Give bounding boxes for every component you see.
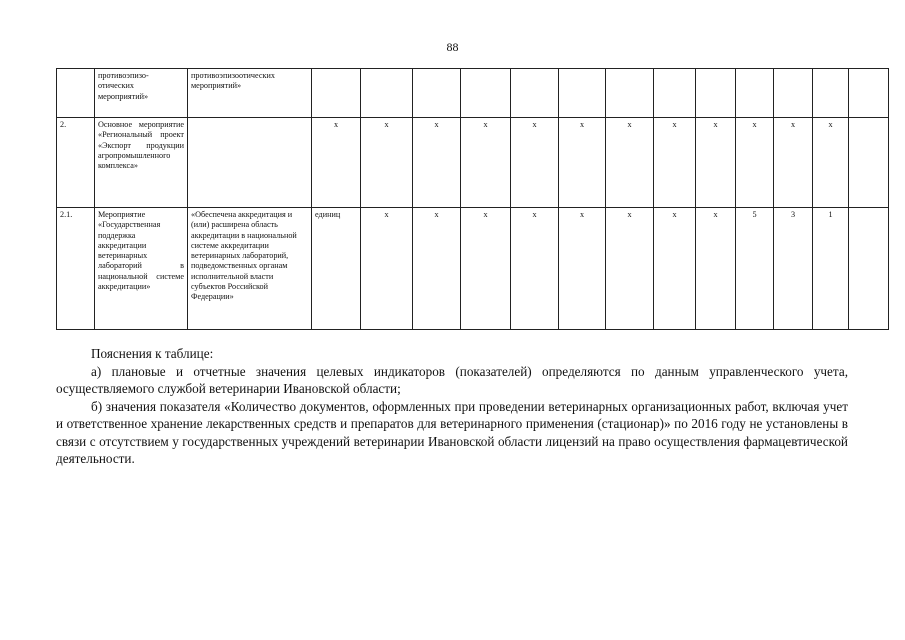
value-cell <box>559 69 606 118</box>
value-cell: 3 <box>774 208 813 330</box>
value-cell: x <box>696 118 736 208</box>
value-cell <box>361 69 413 118</box>
value-cell: x <box>413 208 461 330</box>
value-cell: x <box>813 118 849 208</box>
value-cell <box>511 69 559 118</box>
value-cell <box>736 69 774 118</box>
row-number-cell: 2.1. <box>57 208 95 330</box>
value-cell: x <box>736 118 774 208</box>
value-cell <box>413 69 461 118</box>
row-number-cell <box>57 69 95 118</box>
value-cell: x <box>511 118 559 208</box>
value-cell: x <box>361 118 413 208</box>
activity-name-cell: противоэпизо-отических мероприятий» <box>95 69 188 118</box>
value-cell: x <box>696 208 736 330</box>
value-cell <box>606 69 654 118</box>
result-cell: «Обеспечена аккредитация и (или) расширена область аккредитации в национальной системе аккредитации ветеринарных лабораторий, подведомственных органам исполнительной власти субъектов Российской Федерации» <box>188 208 312 330</box>
value-cell <box>849 208 889 330</box>
page-number: 88 <box>446 40 459 54</box>
activity-name-cell: Мероприятие «Государственная поддержка аккредитации ветеринарных лабораторий в национальной системе аккредитации» <box>95 208 188 330</box>
value-cell <box>461 69 511 118</box>
value-cell <box>654 69 696 118</box>
activity-name-cell: Основное мероприятие «Региональный проект «Экспорт продукции агропромышленного комплекса» <box>95 118 188 208</box>
value-cell <box>774 69 813 118</box>
value-cell <box>849 118 889 208</box>
result-cell: противоэпизоотических мероприятий» <box>188 69 312 118</box>
unit-cell: единиц <box>312 208 361 330</box>
value-cell: x <box>654 208 696 330</box>
indicators-table <box>56 68 889 330</box>
value-cell: x <box>511 208 559 330</box>
note-item-b: б) значения показателя «Количество документов, оформленных при проведении ветеринарных организационных работ, включая учет и ответственное хранение лекарственных средств и препаратов для ветеринарного применения (стационар)» по 2016 году не установлены в связи с отсутствием у государственных учреждений ветеринарии Ивановской области лицензий на право осуществления фармацевтической деятельности. <box>56 398 848 466</box>
unit-cell <box>312 69 361 118</box>
value-cell: 1 <box>813 208 849 330</box>
value-cell: 5 <box>736 208 774 330</box>
value-cell: x <box>461 208 511 330</box>
value-cell: x <box>461 118 511 208</box>
value-cell <box>696 69 736 118</box>
value-cell <box>849 69 889 118</box>
result-cell <box>188 118 312 208</box>
table-row <box>57 69 889 118</box>
value-cell: x <box>559 208 606 330</box>
table-row <box>57 118 889 208</box>
value-cell: x <box>606 208 654 330</box>
value-cell: x <box>606 118 654 208</box>
table-row <box>57 208 889 330</box>
value-cell: x <box>413 118 461 208</box>
value-cell: x <box>559 118 606 208</box>
notes-heading: Пояснения к таблице: <box>91 346 214 361</box>
note-item-a: а) плановые и отчетные значения целевых индикаторов (показателей) определяются по данным управленческого учета, осуществляемого службой ветеринарии Ивановской области; <box>56 363 848 396</box>
table-notes <box>56 345 848 468</box>
unit-cell: x <box>312 118 361 208</box>
value-cell <box>813 69 849 118</box>
value-cell: x <box>654 118 696 208</box>
row-number-cell: 2. <box>57 118 95 208</box>
value-cell: x <box>774 118 813 208</box>
value-cell: x <box>361 208 413 330</box>
